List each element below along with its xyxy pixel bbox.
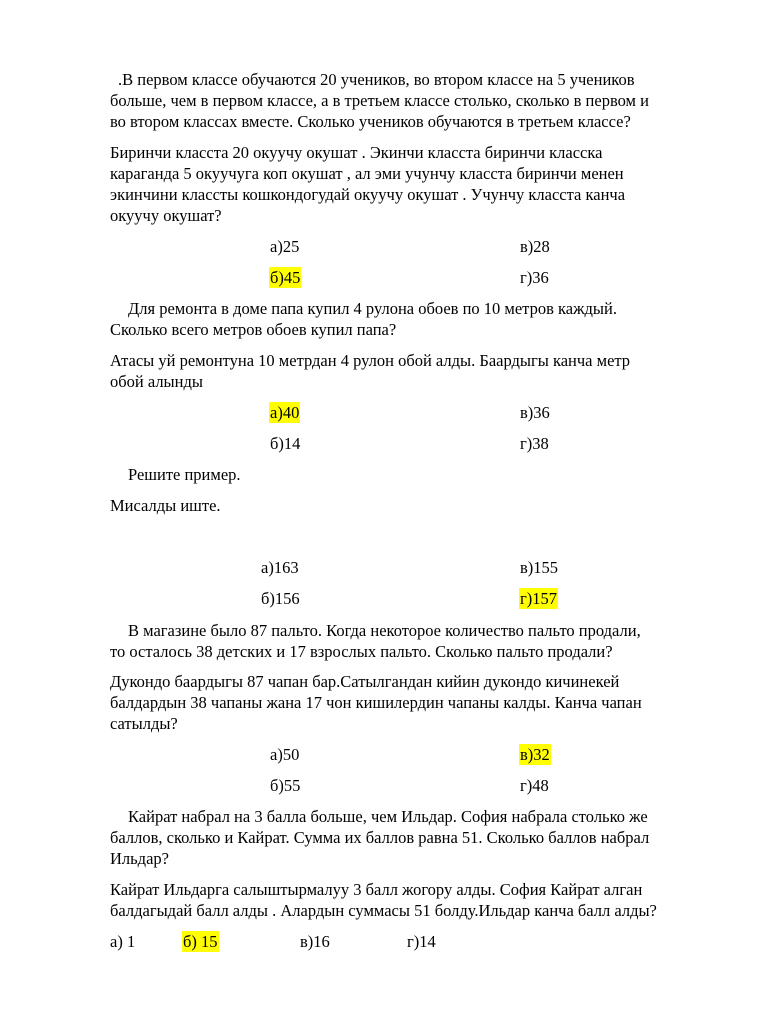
q2-option-a-correct: а)40: [270, 403, 300, 422]
q4-ru-line-2: то осталось 38 детских и 17 взрослых пальто. Сколько пальто продали?: [110, 642, 613, 661]
q2-option-b: б)14: [270, 434, 301, 453]
q4-option-a: а)50: [270, 745, 300, 764]
q3-option-b: б)156: [261, 589, 300, 608]
q1-kyrgyz-text: [110, 142, 720, 226]
q5-ru-line-3: Ильдар?: [110, 849, 169, 868]
q1-ky-line-3: экинчини классты кошкондогудай окуучу окушат . Учунчу класста канча: [110, 185, 626, 204]
q2-russian-text: [110, 298, 720, 340]
q2-ky-line-2: обой алынды: [110, 372, 203, 391]
q5-kyrgyz-text: [110, 879, 720, 921]
q5-ky-line-2: балдагыдай балл алды . Алардын суммасы 51 болду.Ильдар канча балл алды?: [110, 901, 657, 920]
q3-ky-line-1: Мисалды иште.: [110, 496, 221, 515]
q4-russian-text: [110, 620, 720, 662]
q5-option-g: г)14: [407, 932, 436, 951]
q2-ru-line-2: Сколько всего метров обоев купил папа?: [110, 320, 397, 339]
q2-kyrgyz-text: [110, 350, 720, 392]
q2-ru-line-1: Для ремонта в доме папа купил 4 рулона обоев по 10 метров каждый.: [128, 299, 617, 318]
q4-option-v-correct: в)32: [520, 745, 550, 764]
q5-option-b-correct: б) 15: [183, 932, 218, 951]
q1-ky-line-2: караганда 5 окуучуга коп окушат , ал эми учунчу класста биринчи менен: [110, 164, 624, 183]
q2-ky-line-1: Атасы уй ремонтуна 10 метрдан 4 рулон обой алды. Баардыгы канча метр: [110, 351, 631, 370]
q4-ky-line-3: сатылды?: [110, 714, 178, 733]
q2-option-g: г)38: [520, 434, 549, 453]
q5-option-a: а) 1: [110, 932, 136, 951]
q4-ky-line-2: балдардын 38 чапаны жана 17 чон кишилердин чапаны калды. Канча чапан: [110, 693, 642, 712]
q5-russian-text: [110, 806, 720, 869]
q3-kyrgyz-text: [110, 495, 720, 516]
q5-ru-line-1: Кайрат набрал на 3 балла больше, чем Ильдар. София набрала столько же: [128, 807, 648, 826]
q4-ru-line-1: В магазине было 87 пальто. Когда некоторое количество пальто продали,: [128, 621, 641, 640]
q1-option-v: в)28: [520, 237, 550, 256]
q3-russian-text: [110, 464, 720, 485]
q4-option-b: б)55: [270, 776, 301, 795]
q4-ky-line-1: Дукондо баардыгы 87 чапан бар.Сатылгандан кийин дукондо кичинекей: [110, 672, 620, 691]
q1-option-a: а)25: [270, 237, 300, 256]
q5-ky-line-1: Кайрат Ильдарга салыштырмалуу 3 балл жогору алды. София Кайрат алган: [110, 880, 643, 899]
q1-ru-line-2: больше, чем в первом классе, а в третьем классе столько, сколько в первом и: [110, 91, 649, 110]
q3-option-a: а)163: [261, 558, 299, 577]
q3-option-g-correct: г)157: [520, 589, 558, 608]
q4-kyrgyz-text: [110, 671, 720, 734]
q2-option-v: в)36: [520, 403, 550, 422]
q3-option-v: в)155: [520, 558, 559, 577]
q1-ru-line-3: во втором классах вместе. Сколько учеников обучаются в третьем классе?: [110, 112, 631, 131]
q5-ru-line-2: баллов, сколько и Кайрат. Сумма их баллов равна 51. Сколько баллов набрал: [110, 828, 650, 847]
q1-option-b-correct: б)45: [270, 268, 301, 287]
q1-ky-line-1: Биринчи класста 20 окуучу окушат . Экинчи класста биринчи класска: [110, 143, 603, 162]
q1-ru-line-1: .В первом классе обучаются 20 учеников, во втором классе на 5 учеников: [118, 70, 635, 89]
q5-option-v: в)16: [300, 932, 330, 951]
q1-ky-line-4: окуучу окушат?: [110, 206, 222, 225]
q1-option-g: г)36: [520, 268, 549, 287]
q1-russian-text: [110, 69, 720, 132]
q4-option-g: г)48: [520, 776, 549, 795]
q3-ru-line-1: Решите пример.: [128, 465, 241, 484]
